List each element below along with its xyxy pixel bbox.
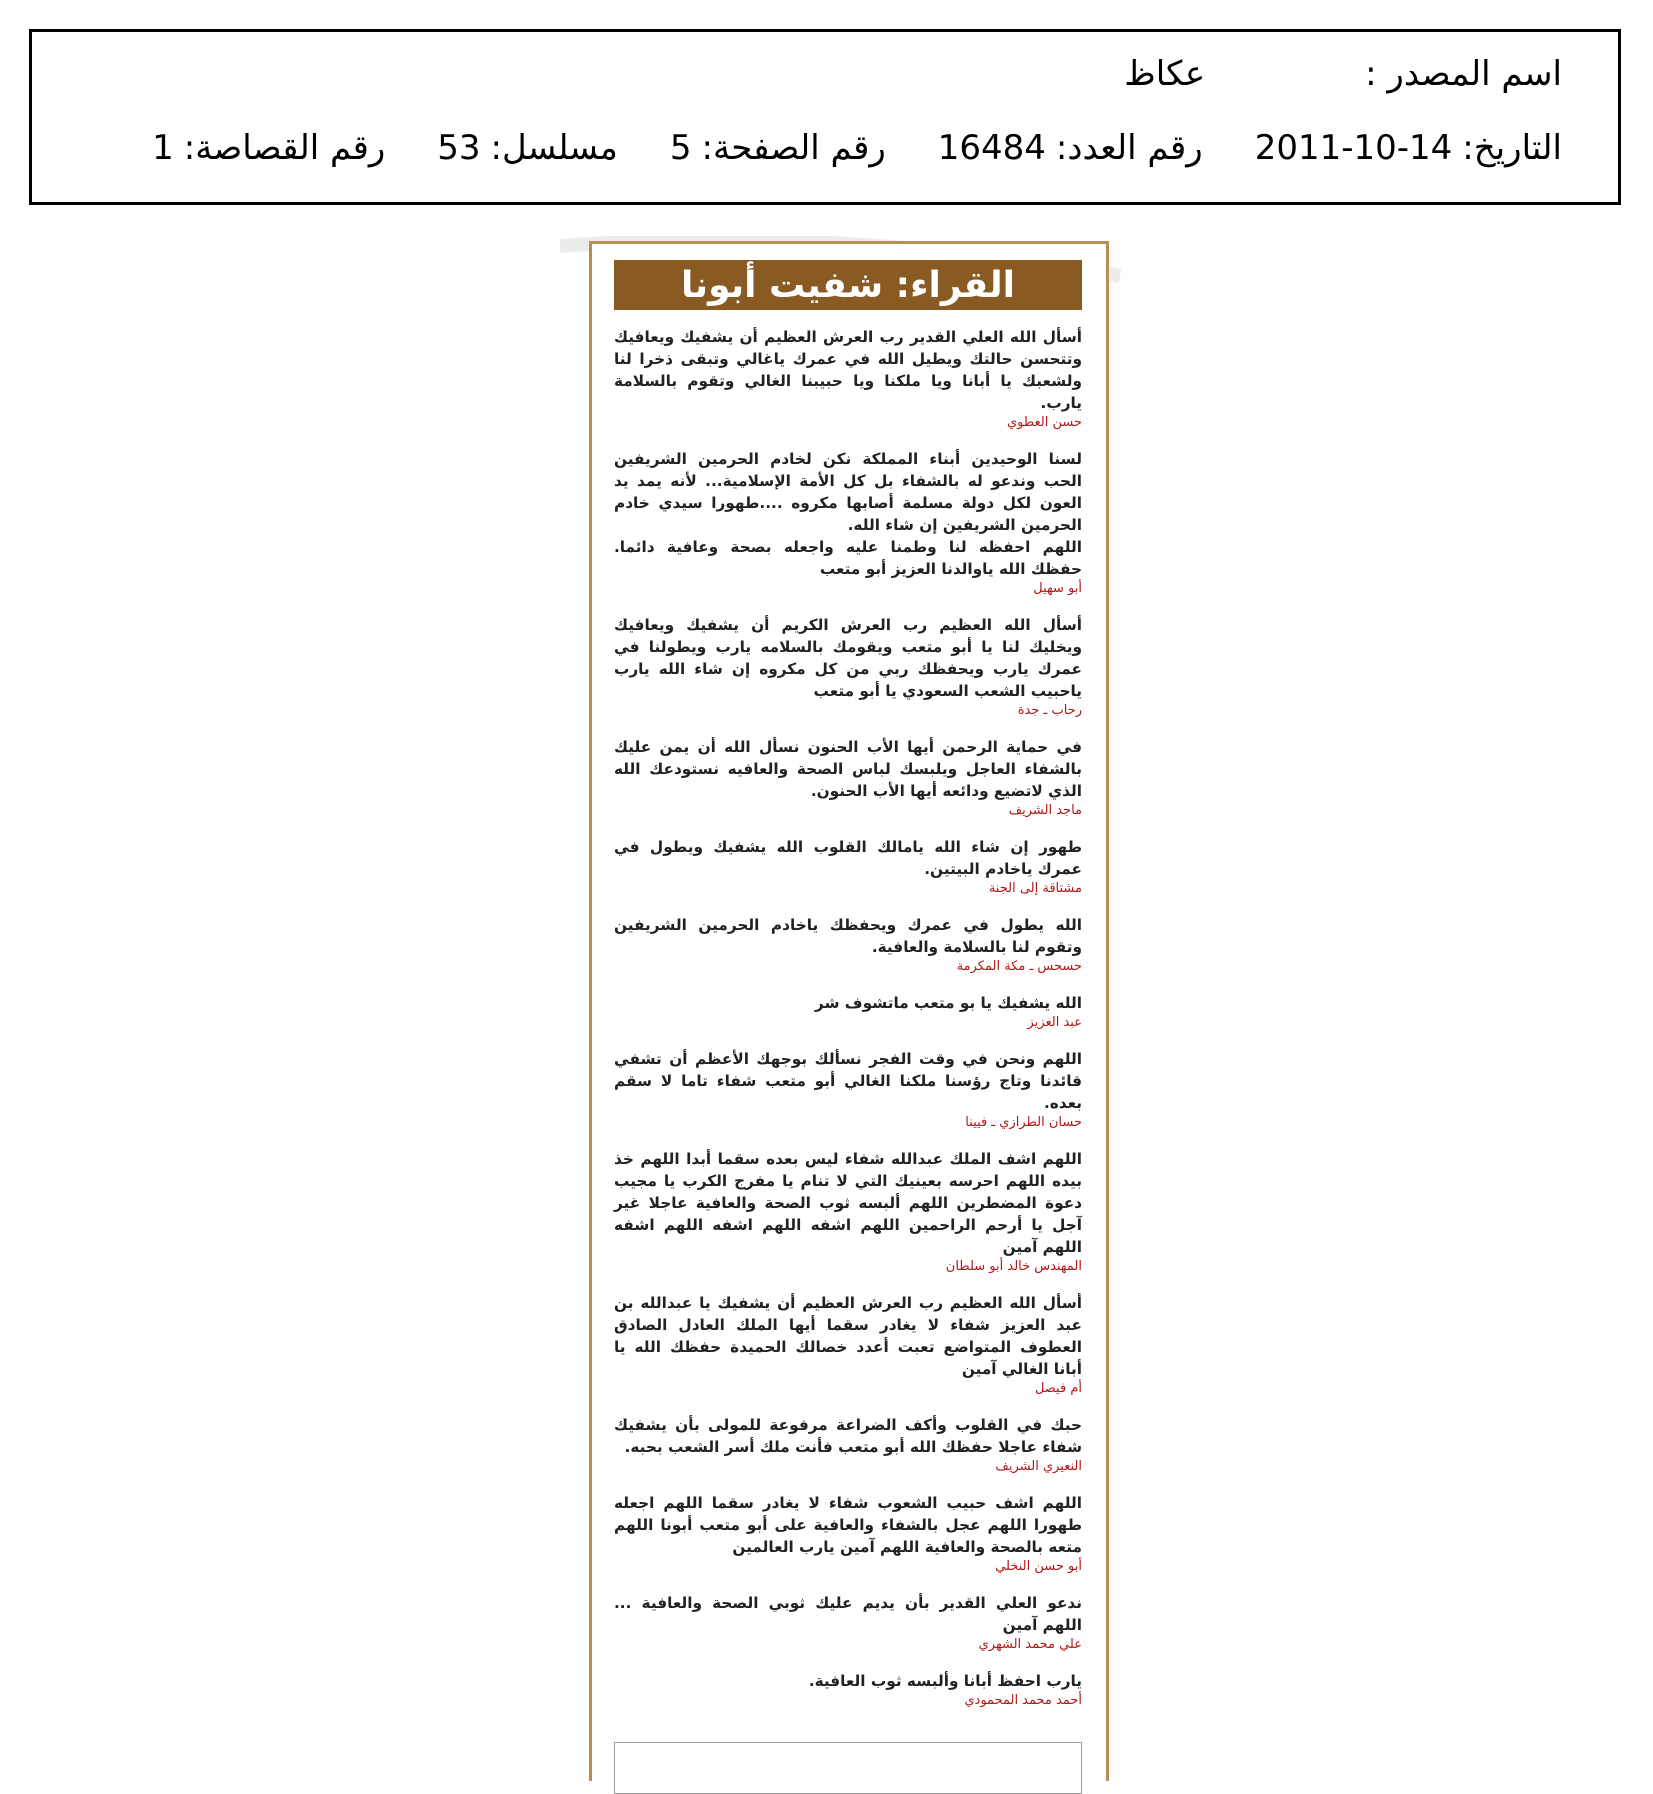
clip-number-value: 1 bbox=[152, 128, 174, 168]
date-label: التاريخ: bbox=[1462, 128, 1562, 168]
clip-number-field bbox=[152, 128, 385, 168]
serial-label: مسلسل: bbox=[490, 128, 618, 168]
message-author: المهندس خالد أبو سلطان bbox=[945, 1259, 1082, 1274]
reader-message bbox=[614, 914, 1082, 975]
message-text: الله يطول في عمرك ويحفظك ياخادم الحرمين الشريفين وتقوم لنا بالسلامة والعافية. bbox=[614, 916, 1082, 956]
reader-message bbox=[614, 1292, 1082, 1397]
serial-field bbox=[437, 128, 618, 168]
page-label: رقم الصفحة: bbox=[701, 128, 886, 168]
reader-message bbox=[614, 1148, 1082, 1275]
meta-row bbox=[72, 128, 1562, 168]
message-author: رحاب ـ جدة bbox=[1017, 703, 1082, 718]
reader-message bbox=[614, 448, 1082, 597]
clip-number-label: رقم القصاصة: bbox=[183, 128, 386, 168]
issue-field bbox=[938, 128, 1203, 168]
message-author: أم فيصل bbox=[1034, 1381, 1082, 1396]
reader-message bbox=[614, 1592, 1082, 1653]
source-row bbox=[72, 54, 1562, 94]
message-author: علي محمد الشهري bbox=[978, 1637, 1082, 1652]
message-author: حسحس ـ مكة المكرمة bbox=[956, 959, 1082, 974]
clipping-bottom-box bbox=[614, 1742, 1082, 1794]
message-author: حسن العطوي bbox=[1006, 415, 1082, 430]
issue-label: رقم العدد: bbox=[1055, 128, 1203, 168]
message-text: لسنا الوحيدين أبناء المملكة نكن لخادم الحرمين الشريفين الحب وندعو له بالشفاء بل كل الأمة الإسلامية... لأنه يمد يد العون لكل دولة مسلمة أصابها مكروه ....طهورا سيدي خادم الحرمين الشريفين إن شاء الله. bbox=[614, 450, 1082, 534]
reader-messages bbox=[614, 326, 1082, 1726]
serial-value: 53 bbox=[437, 128, 481, 168]
reader-message bbox=[614, 992, 1082, 1031]
source-info-box bbox=[29, 29, 1621, 205]
message-author: النعيري الشريف bbox=[995, 1459, 1082, 1474]
message-author: مشتاقة إلى الجنة bbox=[988, 881, 1082, 896]
message-text: حبك في القلوب وأكف الضراعة مرفوعة للمولى بأن يشفيك شفاء عاجلا حفظك الله أبو متعب فأنت ملك أسر الشعب بحبه. bbox=[614, 1416, 1082, 1456]
message-text: ندعو العلي القدير بأن يديم عليك ثوبي الصحة والعافية ... اللهم آمين bbox=[614, 1594, 1082, 1634]
message-text: في حماية الرحمن أيها الأب الحنون نسأل الله أن يمن عليك بالشفاء العاجل ويلبسك لباس الصحة والعافيه نستودعك الله الذي لاتضيع ودائعه أيها الأب الحنون. bbox=[614, 738, 1082, 800]
reader-message bbox=[614, 836, 1082, 897]
newspaper-clipping bbox=[589, 241, 1109, 1781]
reader-message bbox=[614, 1048, 1082, 1131]
page-value: 5 bbox=[669, 128, 692, 168]
message-author: أبو حسن النخلي bbox=[995, 1559, 1082, 1574]
message-author: ماجد الشريف bbox=[1008, 803, 1082, 818]
message-text: أسأل الله العظيم رب العرش العظيم أن يشفيك يا عبدالله بن عبد العزيز شفاء لا يغادر سقما أيها الملك العادل الصادق العطوف المتواضع تعبت أعدد خصالك الحميدة حفظك الله يا أبانا الغالي آمين bbox=[614, 1294, 1082, 1378]
message-author: أبو سهيل bbox=[1033, 581, 1082, 596]
message-author: أحمد محمد المحمودي bbox=[964, 1693, 1082, 1708]
message-author: حسان الطرازي ـ فيينا bbox=[965, 1115, 1082, 1130]
reader-message bbox=[614, 614, 1082, 719]
message-text: الله يشفيك يا بو متعب ماتشوف شر bbox=[814, 994, 1082, 1012]
source-value: عكاظ bbox=[1124, 54, 1206, 94]
page-field bbox=[670, 128, 886, 168]
reader-message bbox=[614, 1670, 1082, 1709]
reader-message bbox=[614, 1492, 1082, 1575]
message-author: عبد العزيز bbox=[1027, 1015, 1082, 1030]
message-text: طهور إن شاء الله يامالك القلوب الله يشفيك ويطول في عمرك ياخادم البيتين. bbox=[614, 838, 1082, 878]
article-title: القراء: شفيت أبونا bbox=[614, 260, 1082, 310]
issue-value: 16484 bbox=[937, 128, 1046, 168]
message-text: يارب احفظ أبانا وألبسه ثوب العافية. bbox=[808, 1672, 1082, 1690]
date-value: 2011-10-14 bbox=[1254, 128, 1453, 168]
source-label: اسم المصدر : bbox=[1365, 54, 1562, 94]
message-text: أسأل الله العلي القدير رب العرش العظيم أن يشفيك ويعافيك وتتحسن حالتك ويطيل الله في عمرك ياغالي وتبقى ذخرا لنا ولشعبك يا أبانا ويا ملكنا ويا حبيبنا الغالي وتقوم بالسلامة يارب. bbox=[614, 328, 1082, 412]
date-field bbox=[1255, 128, 1562, 168]
message-text: اللهم اشف حبيب الشعوب شفاء لا يغادر سقما اللهم اجعله طهورا اللهم عجل بالشفاء والعافية على أبو متعب أبونا اللهم متعه بالصحة والعافية اللهم آمين يارب العالمين bbox=[614, 1494, 1082, 1556]
reader-message bbox=[614, 1414, 1082, 1475]
reader-message bbox=[614, 326, 1082, 431]
message-text-continued: اللهم احفظه لنا وطمنا عليه واجعله بصحة وعافية دائما. حفظك الله ياوالدنا العزيز أبو متعب bbox=[614, 538, 1082, 578]
message-text: اللهم ونحن في وقت الفجر نسألك بوجهك الأعظم أن تشفي قائدنا وتاج رؤسنا ملكنا الغالي أبو متعب شفاء تاما لا سقم بعده. bbox=[614, 1050, 1082, 1112]
message-text: أسأل الله العظيم رب العرش الكريم أن يشفيك ويعافيك ويخليك لنا يا أبو متعب ويقومك بالسلامه يارب ويطولنا في عمرك يارب ويحفظك ربي من كل مكروه إن شاء الله يارب ياحبيب الشعب السعودي يا أبو متعب bbox=[614, 616, 1082, 700]
message-text: اللهم اشف الملك عبدالله شفاء ليس بعده سقما أبدا اللهم خذ بيده اللهم احرسه بعينيك التي لا تنام يا مفرج الكرب يا مجيب دعوة المضطرين اللهم ألبسه ثوب الصحة والعافية عاجلا غير آجل يا أرحم الراحمين اللهم اشفه اللهم اشفه اللهم اشفه اللهم آمين bbox=[614, 1150, 1082, 1256]
reader-message bbox=[614, 736, 1082, 819]
